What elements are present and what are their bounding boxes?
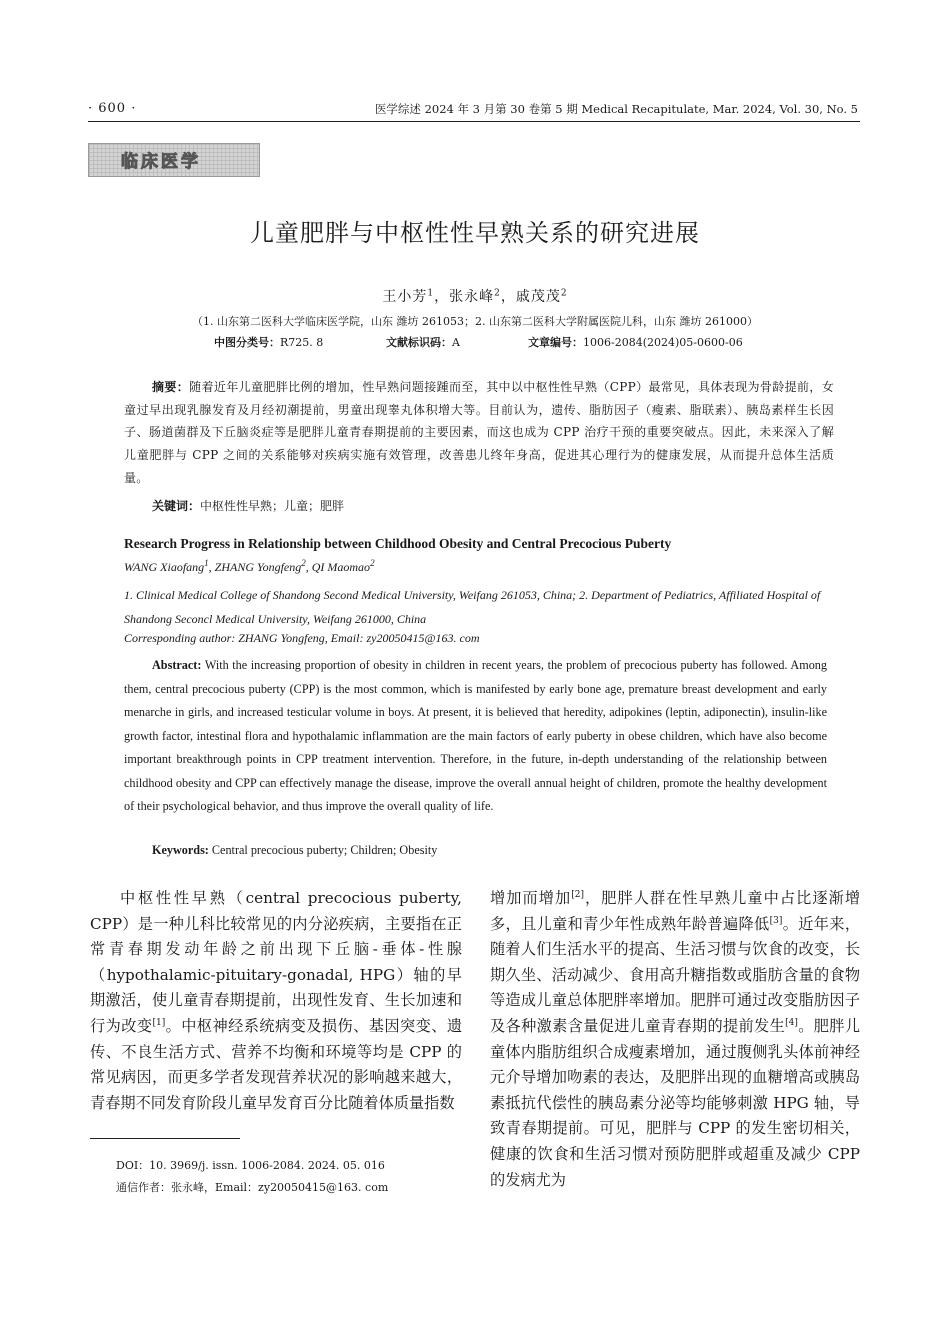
author-affiliation-mark: 2 bbox=[370, 558, 375, 568]
author-name: 张永峰 bbox=[449, 289, 495, 305]
citation-ref[interactable]: [1] bbox=[152, 1017, 166, 1028]
author-affiliation-mark: 2 bbox=[560, 288, 568, 299]
body-text: 增加而增加 bbox=[490, 889, 572, 907]
footnote-doi: DOI：10. 3969/j. issn. 1006-2084. 2024. 05. 016 bbox=[116, 1159, 385, 1172]
citation-ref[interactable]: [3] bbox=[769, 915, 783, 926]
abstract-cn-text: 随着近年儿童肥胖比例的增加，性早熟问题接踵而至，其中以中枢性性早熟（CPP）最常见，具体表现为骨龄提前，女童过早出现乳腺发育及月经初潮提前，男童出现睾丸体积增大等。目前认为，遗传、脂肪因子（瘦素、脂联素）、胰岛素样生长因子、肠道菌群及下丘脑炎症等是肥胖儿童青春期提前的主要因素，而这也成为 CPP 治疗干预的重要突破点。因此，未来深入了解儿童肥胖与 CPP 之间的关系能够对疾病实施有效管理，改善患儿终年身高，促进其心理行为的健康发展，从而提升总体生活质量。 bbox=[124, 380, 834, 485]
article-title-cn: 儿童肥胖与中枢性性早熟关系的研究进展 bbox=[250, 219, 700, 247]
section-label: 临床医学 bbox=[121, 152, 201, 172]
body-text: 。中枢神经系统病变及损伤、基因突变、遗传、不良生活方式、营养不均衡和环境等均是 CPP 的常见病因，而更多学者发现营养状况的影响越来越大，青春期不同发育阶段儿童早发育百分比随着体质量指数 bbox=[90, 1016, 463, 1112]
document-code: 文献标识码：A bbox=[386, 336, 460, 349]
body-text: 中枢性性早熟（central precocious puberty, CPP）是一种儿科比较常见的内分泌疾病，主要指在正常青春期发动年龄之前出现下丘脑-垂体-性腺（hypothalamic-pituitary-gonadal, HPG）轴的早期激活，使儿童青春期提前，出现性发育、生长加速和行为改变 bbox=[90, 889, 462, 1035]
citation-ref[interactable]: [2] bbox=[571, 889, 584, 900]
abstract-cn-label: 摘要： bbox=[152, 380, 190, 394]
article-number: 文章编号：1006-2084(2024)05-0600-06 bbox=[528, 336, 743, 349]
page-number: · 600 · bbox=[88, 101, 137, 116]
abstract-cn bbox=[124, 376, 834, 490]
authors-cn: 王小芳$^1$，张永峰$^2$，戚茂茂$^2$ bbox=[382, 288, 568, 305]
author-affiliation-mark: 2 bbox=[494, 288, 501, 299]
author-affiliation-mark: 1 bbox=[204, 558, 209, 568]
corresponding-author-en: Corresponding author: ZHANG Yongfeng, Email: zy20050415@163. com bbox=[124, 631, 480, 645]
affiliation-cn: （1. 山东第二医科大学临床医学院，山东 潍坊 261053；2. 山东第二医科大学附属医院儿科，山东 潍坊 261000） bbox=[192, 315, 758, 328]
keywords-cn-label: 关键词： bbox=[152, 499, 201, 513]
footnote-corresponding: 通信作者：张永峰，Email：zy20050415@163. com bbox=[116, 1181, 389, 1194]
author-name: 王小芳 bbox=[382, 289, 428, 305]
citation-ref[interactable]: [4] bbox=[785, 1017, 798, 1028]
body-column-left bbox=[90, 886, 462, 1116]
keywords-cn bbox=[152, 497, 344, 514]
keywords-en-label: Keywords: bbox=[152, 843, 209, 857]
author-name-en: ZHANG Yongfeng bbox=[214, 560, 302, 574]
abstract-en-text: With the increasing proportion of obesity in children in recent years, the problem of precocious puberty has followed. Among them, central precocious puberty (CPP) is the most common, which is manifested by early bone age, premature breast development and early menarche in girls, and increased testicular volume in boys. At present, it is believed that heredity, adipokines (leptin, adiponectin), insulin-like growth factor, intestinal flora and hypothalamic inflammation are the main factors of early puberty in obese children, which have also become important breakthrough points in CPP treatment intervention. Therefore, in the future, in-depth understanding of the relationship between childhood obesity and CPP can effectively manage the disease, improve the overall annual height of children, promote the healthy development of their psychological behavior, and thus improve the overall quality of life. bbox=[124, 658, 827, 813]
author-name: 戚茂茂 bbox=[515, 289, 561, 305]
journal-header: 医学综述 2024 年 3 月第 30 卷第 5 期 Medical Recapitulate, Mar. 2024, Vol. 30, No. 5 bbox=[374, 102, 858, 116]
body-column-right bbox=[490, 886, 860, 1193]
affiliation-en: 1. Clinical Medical College of Shandong Second Medical University, Weifang 261053, China; 2. Department of Pediatrics, Affiliated Hospital of Shandong Seconcl Medical University, Weifang 261000, China bbox=[124, 588, 821, 626]
keywords-en bbox=[152, 843, 437, 858]
body-text: 。近年来，随着人们生活水平的提高、生活习惯与饮食的改变，长期久坐、活动减少、食用高升糖指数或脂肪含量的食物等造成儿童总体肥胖率增加。肥胖可通过改变脂肪因子及各种激素含量促进儿童青春期的提前发生 bbox=[490, 914, 861, 1035]
section-badge bbox=[88, 143, 260, 177]
author-name-en: QI Maomao bbox=[311, 560, 371, 574]
body-text: 。肥胖儿童体内脂肪组织合成瘦素增加，通过腹侧乳头体前神经元介导增加吻素的表达，及肥胖出现的血糖增高或胰岛素抵抗代偿性的胰岛素分泌等均能够刺激 HPG 轴，导致青春期提前。可见，肥胖与 CPP 的发生密切相关，健康的饮食和生活习惯对预防肥胖或超重及减少 CPP 的发病尤为 bbox=[490, 1016, 861, 1189]
body-text: ，肥胖人群在性早熟儿童中占比逐渐增多，且儿童和青少年性成熟年龄普遍降低 bbox=[490, 889, 861, 933]
footnote-divider bbox=[90, 1138, 240, 1139]
author-affiliation-mark: 2 bbox=[301, 558, 306, 568]
clc-number: 中图分类号：R725. 8 bbox=[214, 336, 324, 349]
author-name-en: WANG Xiaofang bbox=[124, 560, 205, 574]
abstract-en-label: Abstract: bbox=[152, 658, 202, 672]
abstract-en bbox=[124, 654, 827, 819]
header-divider bbox=[88, 121, 860, 122]
keywords-cn-text: 中枢性性早熟；儿童；肥胖 bbox=[200, 499, 345, 513]
authors-en: WANG Xiaofang$^1$, ZHANG Yongfeng$^2$, QI Maomao$^2$ bbox=[124, 558, 375, 574]
article-title-en: Research Progress in Relationship between Childhood Obesity and Central Precocious Puberty bbox=[124, 536, 672, 551]
author-affiliation-mark: 1 bbox=[427, 288, 435, 299]
keywords-en-text: Central precocious puberty; Children; Obesity bbox=[211, 843, 438, 857]
